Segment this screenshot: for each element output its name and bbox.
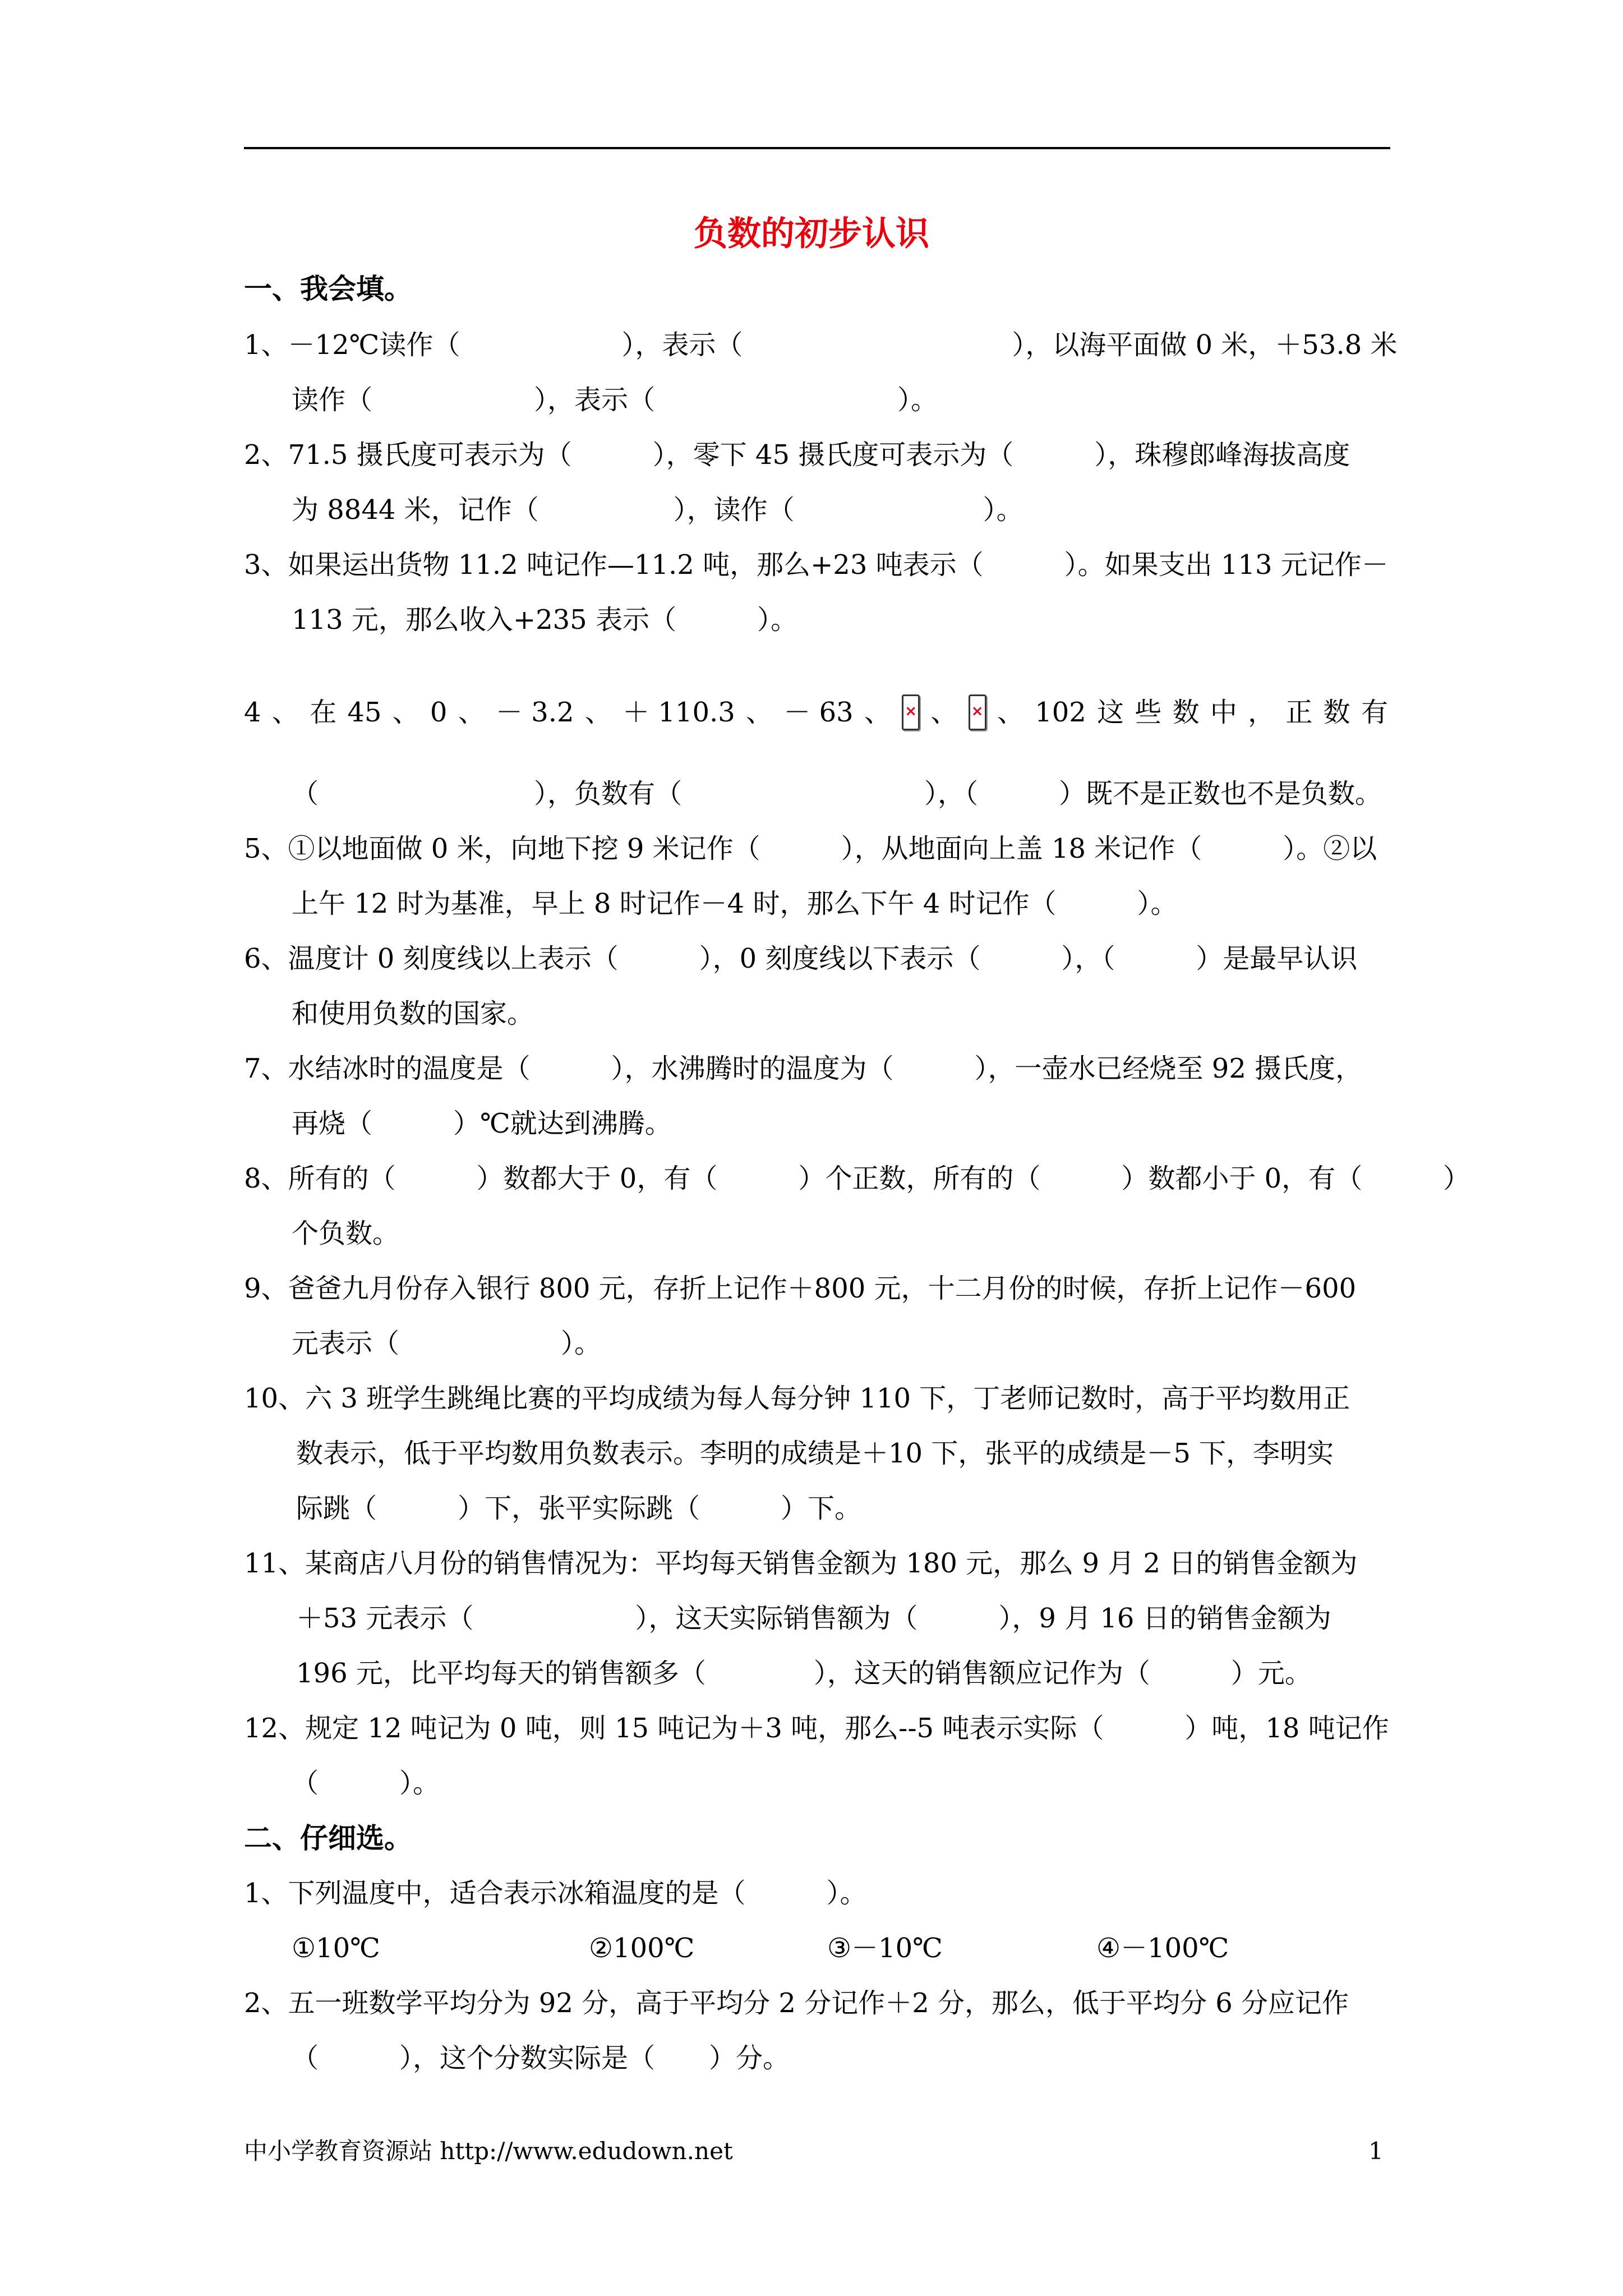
question-6-line-2: 和使用负数的国家。 xyxy=(292,998,534,1029)
question-10-line-1: 10、六 3 班学生跳绳比赛的平均成绩为每人每分钟 110 下，丁老师记数时，高于平均数用正 xyxy=(244,1383,1350,1414)
q4-token: 有 xyxy=(1361,697,1388,728)
q4-token: － 3.2 xyxy=(495,697,574,728)
question-11-line-2: ＋53 元表示（ ），这天实际销售额为（ ），9 月 16 日的销售金额为 xyxy=(296,1603,1331,1634)
page-number: 1 xyxy=(1368,2137,1384,2165)
q4-token: 、 xyxy=(997,697,1024,728)
choice-1-options xyxy=(292,1929,1245,1968)
question-11-line-3: 196 元，比平均每天的销售额多（ ），这天的销售额应记作为（ ）元。 xyxy=(296,1658,1312,1689)
question-7-line-2: 再烧（ ）℃就达到沸腾。 xyxy=(292,1108,672,1139)
question-10-line-2: 数表示，低于平均数用负数表示。李明的成绩是＋10 下，张平的成绩是－5 下，李明实 xyxy=(296,1438,1334,1469)
question-8-line-1: 8、所有的（ ）数都大于 0，有（ ）个正数，所有的（ ）数都小于 0，有（ ） xyxy=(244,1163,1470,1194)
question-9-line-2: 元表示（ ）。 xyxy=(292,1328,602,1359)
q4-token: 这 xyxy=(1097,697,1124,728)
choice-2-line-1: 2、五一班数学平均分为 92 分，高于平均分 2 分记作＋2 分，那么，低于平均分 6 分应记作 xyxy=(244,1987,1349,2019)
question-5-line-2: 上午 12 时为基准，早上 8 时记作－4 时，那么下午 4 时记作（ ）。 xyxy=(292,888,1178,919)
q4-token: ， xyxy=(1248,697,1275,728)
q4-token: 数 xyxy=(1172,697,1200,728)
q4-token: 45 xyxy=(347,697,382,728)
choice-1-stem: 1、下列温度中，适合表示冰箱温度的是（ ）。 xyxy=(244,1878,867,1909)
question-1-line-2: 读作（ ），表示（ ）。 xyxy=(292,384,938,416)
question-1-line-1: 1、－12℃读作（ ），表示（ ），以海平面做 0 米，＋53.8 米 xyxy=(244,329,1398,361)
question-3-line-2: 113 元，那么收入+235 表示（ ）。 xyxy=(292,604,797,636)
question-3-line-1: 3、如果运出货物 11.2 吨记作—11.2 吨，那么+23 吨表示（ ）。如果支出 113 元记作－ xyxy=(244,549,1389,581)
q4-token: 些 xyxy=(1135,697,1162,728)
question-6-line-1: 6、温度计 0 刻度线以上表示（ ），0 刻度线以下表示（ ），（ ）是最早认识 xyxy=(244,943,1358,974)
choice-option: ④－100℃ xyxy=(1096,1932,1229,1964)
q4-token: 、 xyxy=(584,697,612,728)
q4-token: 数 xyxy=(1323,697,1350,728)
q4-token: 0 xyxy=(430,697,448,728)
broken-image-icon: × xyxy=(969,694,986,730)
question-12-line-2: （ ）。 xyxy=(292,1768,440,1799)
q4-token: 、 xyxy=(864,697,891,728)
question-10-line-3: 际跳（ ）下，张平实际跳（ ）下。 xyxy=(296,1493,862,1524)
q4-token: 、 xyxy=(746,697,773,728)
q4-token: 、 xyxy=(930,697,958,728)
section-heading-fill: 一、我会填。 xyxy=(244,272,412,305)
footer-source: 中小学教育资源站 http://www.edudown.net xyxy=(244,2137,733,2165)
q4-token: 中 xyxy=(1210,697,1237,728)
q4-token: － 63 xyxy=(783,697,854,728)
broken-image-icon: × xyxy=(902,694,920,730)
question-5-line-1: 5、①以地面做 0 米，向地下挖 9 米记作（ ），从地面向上盖 18 米记作（ ）。②以 xyxy=(244,833,1377,864)
q4-token: 正 xyxy=(1285,697,1313,728)
q4-token: 4 xyxy=(244,697,261,728)
q4-token: 、 xyxy=(271,697,299,728)
choice-option: ③－10℃ xyxy=(827,1932,943,1964)
question-4-line-1 xyxy=(244,693,1388,732)
header-rule xyxy=(244,147,1390,149)
choice-2-line-2: （ ），这个分数实际是（ ）分。 xyxy=(292,2042,790,2074)
choice-option: ②100℃ xyxy=(589,1932,695,1964)
question-2-line-1: 2、71.5 摄氏度可表示为（ ），零下 45 摄氏度可表示为（ ），珠穆郎峰海拔高度 xyxy=(244,439,1350,471)
question-11-line-1: 11、某商店八月份的销售情况为：平均每天销售金额为 180 元，那么 9 月 2 日的销售金额为 xyxy=(244,1548,1358,1579)
choice-option: ①10℃ xyxy=(292,1932,380,1964)
question-2-line-2: 为 8844 米，记作（ ），读作（ ）。 xyxy=(292,494,1023,526)
q4-token: 102 xyxy=(1035,697,1086,728)
question-12-line-1: 12、规定 12 吨记为 0 吨，则 15 吨记为＋3 吨，那么--5 吨表示实际（ ）吨，18 吨记作 xyxy=(244,1713,1389,1744)
q4-token: 在 xyxy=(310,697,337,728)
section-heading-choose: 二、仔细选。 xyxy=(244,1821,412,1855)
question-4-line-2: （ ），负数有（ ），（ ）既不是正数也不是负数。 xyxy=(292,778,1382,809)
question-8-line-2: 个负数。 xyxy=(292,1218,400,1249)
q4-token: ＋ 110.3 xyxy=(623,697,735,728)
q4-token: 、 xyxy=(458,697,485,728)
question-7-line-1: 7、水结冰时的温度是（ ），水沸腾时的温度为（ ），一壶水已经烧至 92 摄氏度， xyxy=(244,1053,1363,1084)
q4-token: 、 xyxy=(392,697,419,728)
page-title: 负数的初步认识 xyxy=(694,214,929,254)
question-9-line-1: 9、爸爸九月份存入银行 800 元，存折上记作＋800 元，十二月份的时候，存折上记作－600 xyxy=(244,1273,1357,1304)
